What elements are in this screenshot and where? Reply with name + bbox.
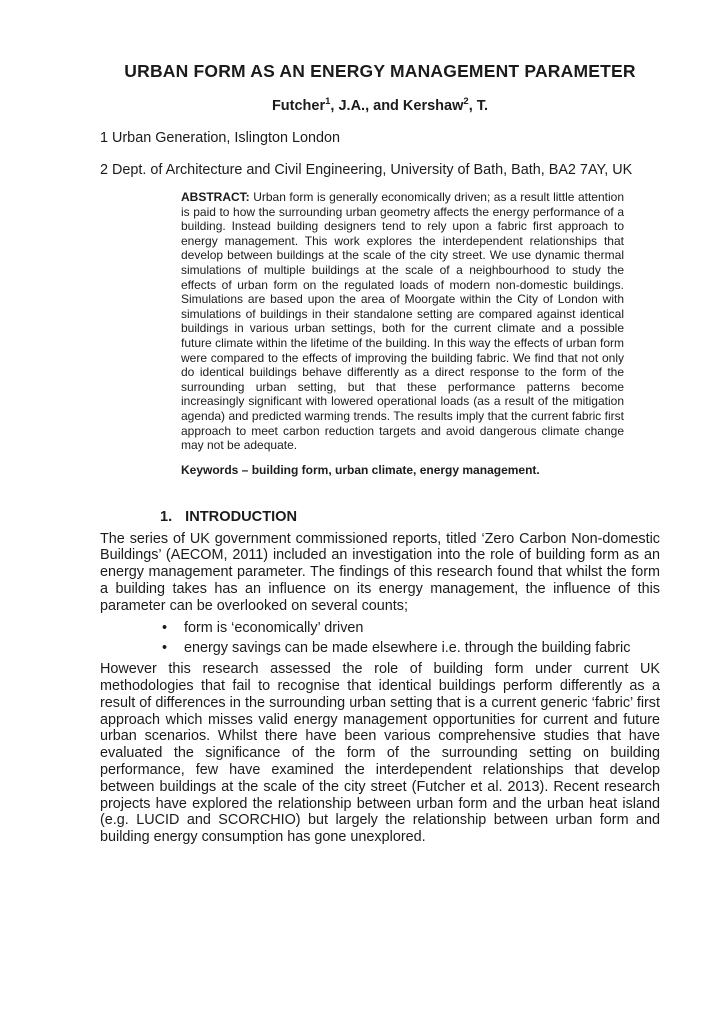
authors-middle: , J.A., and Kershaw xyxy=(330,98,464,114)
intro-paragraph-2: However this research assessed the role of building form under current UK methodologies that fail to recognise that identical buildings perform differently as a result of differences in the surrounding urban setting that is a current generic ‘fabric’ first approach which misses valid energy management opportunities for current and future urban scenarios. Whilst there have been various comprehensive studies that have evaluated the significance of the form of the surrounding setting on building performance, few have examined the interdependent relationships that develop between buildings at the scale of the city street (Futcher et al. 2013). Recent research projects have explored the relationship between urban form and the urban heat island (e.g. LUCID and SCORCHIO) but largely the relationship between urban form and building energy consumption has gone unexplored. xyxy=(100,661,660,846)
abstract-label: ABSTRACT: xyxy=(181,190,250,204)
bullet-list xyxy=(100,620,660,658)
affiliation-2: 2 Dept. of Architecture and Civil Engineering, University of Bath, Bath, BA2 7AY, UK xyxy=(100,162,633,178)
abstract-text: Urban form is generally economically driven; as a result little attention is paid to how the surrounding urban geometry affects the energy performance of a building. Instead building designers tend to rely upon a fabric first approach to energy management. This work explores the interdependent relationships that develop between buildings at the scale of the city street. We use dynamic thermal simulations of multiple buildings at the scale of a neighbourhood to study the effects of urban form on the regulated loads of modern non-domestic buildings. Simulations are based upon the area of Moorgate within the City of London with simulations of buildings in their standalone setting are compared against identical buildings in various urban settings, both for the current climate and a possible future climate within the lifetime of the building. In this way the effects of urban form were compared to the effects of improving the building fabric. We find that not only do identical buildings behave differently as a direct response to the form of the surrounding urban setting, but that these performance patterns become increasingly significant with lowered operational loads (as a result of the mitigation agenda) and predicted warming trends. The results imply that the current fabric first approach to meet carbon reduction targets and avoid dangerous climate change may not be adequate. xyxy=(181,190,624,453)
bullet-icon: • xyxy=(162,619,168,636)
affiliation-1: 1 Urban Generation, Islington London xyxy=(100,130,341,146)
bullet-item xyxy=(100,640,660,657)
bullet-item xyxy=(100,620,660,637)
bullet-icon: • xyxy=(162,640,168,657)
authors-end: , T. xyxy=(468,98,489,114)
author-1-superscript: 1 xyxy=(325,96,331,108)
section-title: INTRODUCTION xyxy=(185,508,298,525)
author-2-superscript: 2 xyxy=(463,96,469,108)
bullet-item-text: form is ‘economically’ driven xyxy=(184,619,364,636)
section-number: 1. xyxy=(160,508,173,525)
abstract-paragraph xyxy=(181,190,624,453)
keywords-line: Keywords – building form, urban climate, energy management. xyxy=(181,462,540,477)
paper-title: URBAN FORM AS AN ENERGY MANAGEMENT PARAMETER xyxy=(124,61,636,81)
authors-line xyxy=(100,98,660,115)
section-heading-introduction xyxy=(160,509,660,526)
author-1-name: Futcher xyxy=(271,98,326,114)
intro-paragraph-1: The series of UK government commissioned reports, titled ‘Zero Carbon Non-domestic Buildings’ (AECOM, 2011) included an investigation into the role of building form as an energy management parameter. The findings of this research found that whilst the form a building takes has an influence on its energy management, the influence of this parameter can be overlooked on several counts; xyxy=(100,530,660,614)
bullet-item-text: energy savings can be made elsewhere i.e. through the building fabric xyxy=(184,640,631,657)
